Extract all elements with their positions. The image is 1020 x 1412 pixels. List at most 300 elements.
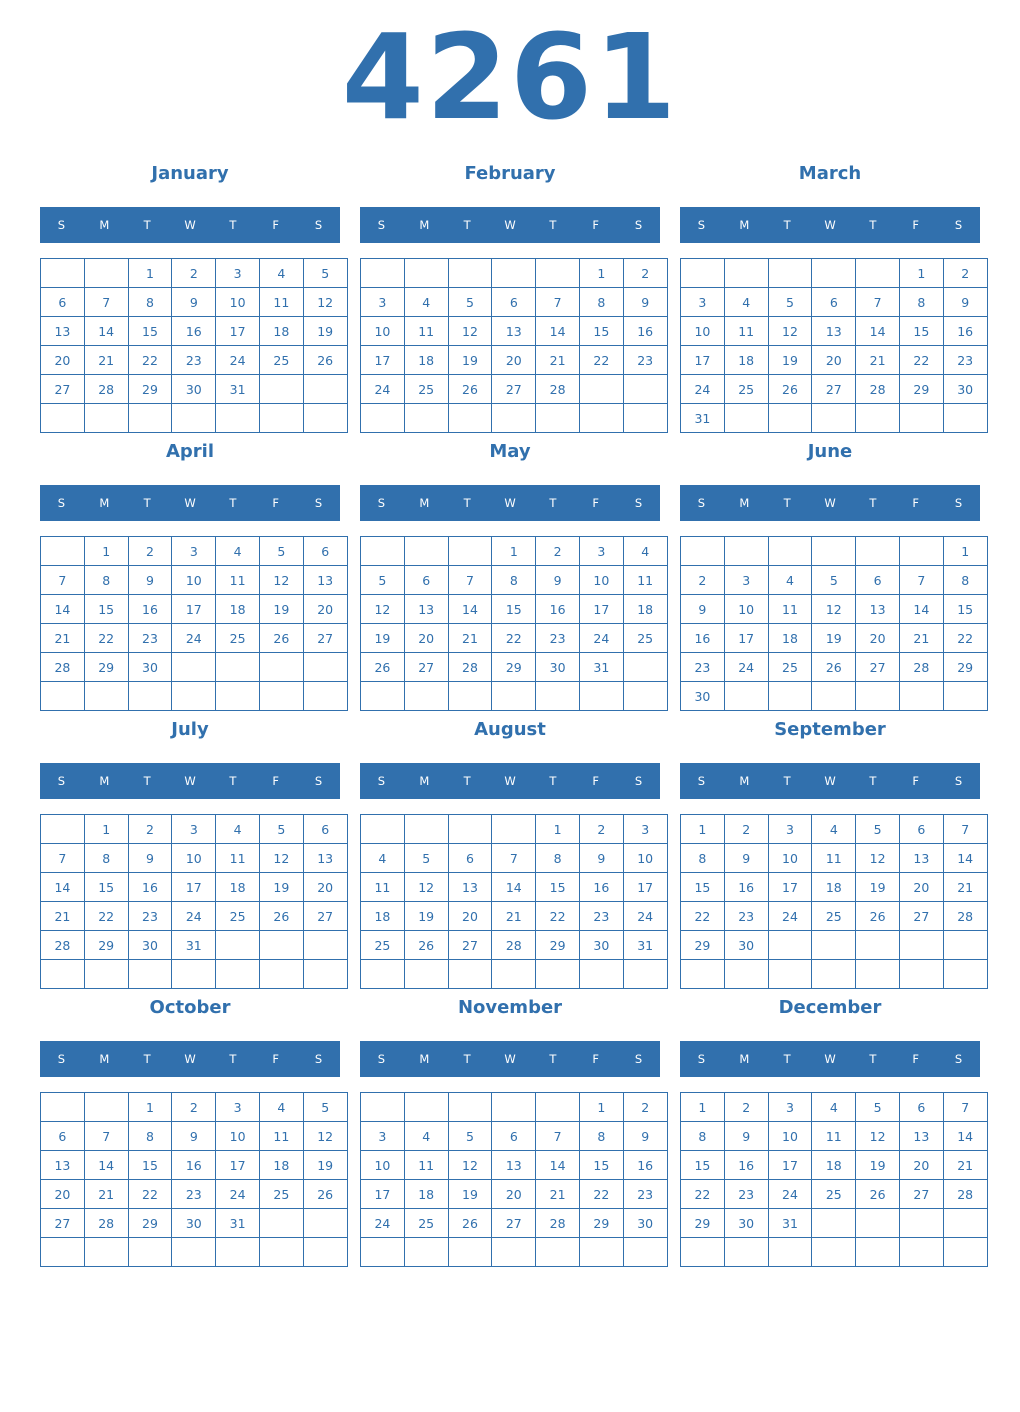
empty-cell — [404, 1093, 448, 1122]
weekday-label: T — [463, 218, 471, 232]
day-cell: 30 — [623, 1209, 667, 1238]
day-cell: 3 — [681, 288, 725, 317]
day-cell: 19 — [404, 902, 448, 931]
empty-cell — [856, 1209, 900, 1238]
weekday-header — [680, 1041, 980, 1077]
weekday-label: T — [783, 774, 791, 788]
weekday-label: F — [592, 774, 600, 788]
day-cell: 23 — [724, 902, 768, 931]
day-cell: 25 — [404, 375, 448, 404]
weekday-label: M — [99, 1052, 110, 1066]
empty-cell — [899, 960, 943, 989]
day-cell: 22 — [579, 1180, 623, 1209]
empty-cell — [361, 1238, 405, 1267]
day-cell: 3 — [768, 1093, 812, 1122]
week-row — [681, 346, 988, 375]
day-grid — [680, 258, 988, 433]
day-cell: 13 — [899, 1122, 943, 1151]
day-cell: 9 — [128, 566, 172, 595]
week-row — [681, 595, 988, 624]
day-cell: 11 — [812, 844, 856, 873]
day-cell: 8 — [681, 844, 725, 873]
empty-cell — [812, 537, 856, 566]
week-row — [361, 844, 668, 873]
day-cell: 25 — [259, 346, 303, 375]
day-cell: 18 — [404, 346, 448, 375]
empty-cell — [404, 1238, 448, 1267]
day-cell: 16 — [128, 873, 172, 902]
day-cell: 18 — [623, 595, 667, 624]
day-cell: 10 — [172, 566, 216, 595]
day-cell: 6 — [41, 1122, 85, 1151]
day-cell: 22 — [128, 346, 172, 375]
empty-cell — [259, 1238, 303, 1267]
day-cell: 21 — [536, 1180, 580, 1209]
day-cell: 2 — [172, 1093, 216, 1122]
day-cell: 8 — [681, 1122, 725, 1151]
day-cell: 31 — [681, 404, 725, 433]
empty-cell — [681, 259, 725, 288]
empty-cell — [303, 960, 347, 989]
day-cell: 7 — [536, 1122, 580, 1151]
weekday-label: M — [99, 218, 110, 232]
empty-cell — [579, 404, 623, 433]
weekday-label: T — [549, 496, 557, 510]
day-cell: 10 — [361, 1151, 405, 1180]
empty-cell — [899, 931, 943, 960]
empty-cell — [41, 815, 85, 844]
weekday-label: W — [504, 774, 516, 788]
empty-cell — [812, 931, 856, 960]
day-cell: 28 — [41, 931, 85, 960]
day-cell: 15 — [536, 873, 580, 902]
empty-cell — [856, 931, 900, 960]
day-cell: 12 — [812, 595, 856, 624]
day-cell: 31 — [579, 653, 623, 682]
day-cell: 2 — [128, 537, 172, 566]
empty-cell — [943, 1238, 987, 1267]
week-row — [41, 815, 348, 844]
day-cell: 15 — [492, 595, 536, 624]
empty-cell — [172, 1238, 216, 1267]
weekday-label: T — [463, 774, 471, 788]
day-cell: 17 — [724, 624, 768, 653]
empty-cell — [404, 537, 448, 566]
day-cell: 14 — [899, 595, 943, 624]
week-row — [41, 653, 348, 682]
weekday-label: F — [912, 218, 920, 232]
day-cell: 23 — [579, 902, 623, 931]
week-row — [41, 1093, 348, 1122]
empty-cell — [681, 1238, 725, 1267]
day-grid — [360, 536, 668, 711]
week-row — [681, 653, 988, 682]
empty-cell — [492, 1238, 536, 1267]
day-cell: 10 — [623, 844, 667, 873]
day-cell: 21 — [899, 624, 943, 653]
week-row — [361, 1122, 668, 1151]
day-cell: 21 — [943, 873, 987, 902]
day-cell: 16 — [172, 1151, 216, 1180]
day-cell: 12 — [768, 317, 812, 346]
day-cell: 30 — [579, 931, 623, 960]
weekday-label: W — [504, 496, 516, 510]
day-cell: 21 — [856, 346, 900, 375]
day-cell: 19 — [303, 317, 347, 346]
day-cell: 18 — [812, 1151, 856, 1180]
day-cell: 9 — [172, 1122, 216, 1151]
day-cell: 27 — [41, 1209, 85, 1238]
day-cell: 10 — [361, 317, 405, 346]
empty-cell — [448, 404, 492, 433]
weekday-label: M — [739, 774, 750, 788]
day-cell: 17 — [216, 1151, 260, 1180]
weekday-label: S — [377, 774, 386, 788]
weekday-header — [40, 485, 340, 521]
day-cell: 17 — [623, 873, 667, 902]
empty-cell — [361, 259, 405, 288]
day-cell: 2 — [724, 1093, 768, 1122]
week-row — [41, 566, 348, 595]
day-cell: 27 — [303, 624, 347, 653]
weekday-label: T — [229, 774, 237, 788]
day-cell: 11 — [768, 595, 812, 624]
empty-cell — [536, 259, 580, 288]
empty-cell — [259, 682, 303, 711]
day-cell: 30 — [681, 682, 725, 711]
day-cell: 30 — [172, 375, 216, 404]
empty-cell — [492, 1093, 536, 1122]
day-cell: 28 — [536, 375, 580, 404]
day-cell: 18 — [724, 346, 768, 375]
day-cell: 14 — [943, 1122, 987, 1151]
weekday-label: T — [549, 774, 557, 788]
week-row — [41, 595, 348, 624]
empty-cell — [681, 537, 725, 566]
day-cell: 28 — [536, 1209, 580, 1238]
day-cell: 25 — [623, 624, 667, 653]
day-cell: 3 — [724, 566, 768, 595]
day-cell: 7 — [899, 566, 943, 595]
day-cell: 19 — [448, 1180, 492, 1209]
empty-cell — [259, 404, 303, 433]
day-cell: 4 — [216, 537, 260, 566]
day-cell: 18 — [259, 317, 303, 346]
day-cell: 6 — [492, 1122, 536, 1151]
day-cell: 18 — [404, 1180, 448, 1209]
week-row — [41, 1180, 348, 1209]
day-cell: 23 — [172, 346, 216, 375]
day-cell: 5 — [361, 566, 405, 595]
weekday-label: S — [634, 1052, 643, 1066]
weekday-header — [360, 763, 660, 799]
empty-cell — [303, 682, 347, 711]
week-row — [361, 682, 668, 711]
day-cell: 6 — [856, 566, 900, 595]
day-cell: 18 — [216, 595, 260, 624]
empty-cell — [216, 1238, 260, 1267]
day-cell: 24 — [216, 346, 260, 375]
month-name: June — [807, 441, 853, 462]
day-cell: 5 — [259, 815, 303, 844]
day-cell: 25 — [768, 653, 812, 682]
empty-cell — [623, 682, 667, 711]
day-cell: 16 — [623, 317, 667, 346]
week-row — [361, 317, 668, 346]
empty-cell — [259, 653, 303, 682]
day-cell: 27 — [303, 902, 347, 931]
weekday-label: S — [57, 774, 66, 788]
day-cell: 14 — [492, 873, 536, 902]
empty-cell — [899, 1238, 943, 1267]
week-row — [41, 960, 348, 989]
day-cell: 1 — [579, 259, 623, 288]
day-cell: 9 — [172, 288, 216, 317]
weekday-label: F — [272, 774, 280, 788]
empty-cell — [856, 960, 900, 989]
day-cell: 8 — [84, 844, 128, 873]
weekday-label: M — [419, 218, 430, 232]
week-row — [681, 624, 988, 653]
day-cell: 29 — [128, 1209, 172, 1238]
week-row — [41, 1209, 348, 1238]
week-row — [681, 931, 988, 960]
empty-cell — [724, 1238, 768, 1267]
weekday-label: W — [824, 774, 836, 788]
empty-cell — [536, 404, 580, 433]
empty-cell — [361, 1093, 405, 1122]
day-cell: 17 — [579, 595, 623, 624]
empty-cell — [536, 1238, 580, 1267]
empty-cell — [856, 537, 900, 566]
day-cell: 28 — [84, 375, 128, 404]
day-cell: 6 — [899, 1093, 943, 1122]
weekday-label: M — [739, 1052, 750, 1066]
day-cell: 16 — [943, 317, 987, 346]
day-cell: 7 — [492, 844, 536, 873]
day-cell: 21 — [41, 902, 85, 931]
empty-cell — [404, 682, 448, 711]
week-row — [361, 1238, 668, 1267]
empty-cell — [259, 931, 303, 960]
empty-cell — [812, 259, 856, 288]
day-cell: 8 — [579, 1122, 623, 1151]
day-cell: 30 — [128, 653, 172, 682]
weekday-label: T — [549, 218, 557, 232]
day-cell: 19 — [856, 873, 900, 902]
day-cell: 20 — [856, 624, 900, 653]
day-cell: 12 — [404, 873, 448, 902]
day-cell: 7 — [943, 815, 987, 844]
week-row — [681, 844, 988, 873]
week-row — [681, 873, 988, 902]
month-name: May — [489, 441, 531, 462]
weekday-label: S — [697, 496, 706, 510]
day-cell: 24 — [623, 902, 667, 931]
weekday-label: S — [57, 1052, 66, 1066]
day-cell: 26 — [768, 375, 812, 404]
weekday-header — [360, 485, 660, 521]
weekday-label: M — [99, 774, 110, 788]
week-row — [681, 1122, 988, 1151]
day-cell: 24 — [579, 624, 623, 653]
day-cell: 21 — [536, 346, 580, 375]
day-cell: 17 — [768, 1151, 812, 1180]
day-cell: 1 — [84, 537, 128, 566]
empty-cell — [579, 960, 623, 989]
day-cell: 30 — [724, 1209, 768, 1238]
week-row — [41, 346, 348, 375]
day-cell: 19 — [361, 624, 405, 653]
weekday-label: W — [184, 1052, 196, 1066]
empty-cell — [216, 653, 260, 682]
day-cell: 31 — [172, 931, 216, 960]
day-cell: 9 — [943, 288, 987, 317]
weekday-label: F — [592, 496, 600, 510]
day-cell: 8 — [579, 288, 623, 317]
weekday-label: S — [634, 496, 643, 510]
day-cell: 14 — [943, 844, 987, 873]
week-row — [361, 931, 668, 960]
day-cell: 7 — [448, 566, 492, 595]
weekday-label: F — [592, 1052, 600, 1066]
day-cell: 3 — [623, 815, 667, 844]
day-cell: 19 — [812, 624, 856, 653]
day-cell: 7 — [84, 288, 128, 317]
day-cell: 2 — [943, 259, 987, 288]
day-cell: 13 — [899, 844, 943, 873]
day-cell: 28 — [856, 375, 900, 404]
empty-cell — [128, 682, 172, 711]
empty-cell — [41, 1238, 85, 1267]
day-cell: 6 — [899, 815, 943, 844]
day-cell: 21 — [84, 1180, 128, 1209]
empty-cell — [579, 375, 623, 404]
day-cell: 26 — [448, 375, 492, 404]
day-cell: 29 — [536, 931, 580, 960]
day-cell: 31 — [768, 1209, 812, 1238]
empty-cell — [259, 960, 303, 989]
day-cell: 17 — [768, 873, 812, 902]
day-cell: 5 — [404, 844, 448, 873]
day-cell: 27 — [899, 1180, 943, 1209]
week-row — [681, 404, 988, 433]
empty-cell — [768, 1238, 812, 1267]
day-cell: 14 — [41, 873, 85, 902]
weekday-label: T — [869, 774, 877, 788]
day-cell: 17 — [361, 346, 405, 375]
day-cell: 15 — [84, 595, 128, 624]
week-row — [41, 931, 348, 960]
day-cell: 23 — [172, 1180, 216, 1209]
day-cell: 30 — [172, 1209, 216, 1238]
day-grid — [680, 814, 988, 989]
day-cell: 9 — [681, 595, 725, 624]
weekday-label: S — [954, 496, 963, 510]
day-cell: 15 — [681, 1151, 725, 1180]
day-cell: 24 — [361, 375, 405, 404]
day-cell: 12 — [361, 595, 405, 624]
day-cell: 17 — [681, 346, 725, 375]
week-row — [681, 1238, 988, 1267]
empty-cell — [899, 537, 943, 566]
day-cell: 23 — [681, 653, 725, 682]
day-cell: 2 — [623, 259, 667, 288]
day-cell: 3 — [216, 1093, 260, 1122]
week-row — [361, 624, 668, 653]
weekday-label: W — [184, 774, 196, 788]
weekday-label: W — [504, 1052, 516, 1066]
day-cell: 19 — [259, 873, 303, 902]
day-cell: 6 — [812, 288, 856, 317]
empty-cell — [856, 682, 900, 711]
day-cell: 16 — [623, 1151, 667, 1180]
empty-cell — [768, 682, 812, 711]
day-cell: 11 — [216, 844, 260, 873]
weekday-label: W — [184, 218, 196, 232]
day-cell: 16 — [724, 873, 768, 902]
day-cell: 26 — [303, 1180, 347, 1209]
day-cell: 15 — [128, 317, 172, 346]
day-cell: 25 — [361, 931, 405, 960]
day-cell: 3 — [768, 815, 812, 844]
day-cell: 4 — [259, 1093, 303, 1122]
day-cell: 11 — [623, 566, 667, 595]
day-cell: 7 — [84, 1122, 128, 1151]
week-row — [41, 624, 348, 653]
empty-cell — [84, 259, 128, 288]
day-cell: 27 — [899, 902, 943, 931]
weekday-label: S — [697, 774, 706, 788]
day-cell: 14 — [536, 317, 580, 346]
week-row — [41, 873, 348, 902]
day-cell: 22 — [681, 902, 725, 931]
empty-cell — [41, 537, 85, 566]
day-cell: 24 — [768, 902, 812, 931]
empty-cell — [361, 960, 405, 989]
day-cell: 1 — [681, 815, 725, 844]
day-cell: 16 — [128, 595, 172, 624]
weekday-header — [680, 485, 980, 521]
day-cell: 16 — [681, 624, 725, 653]
weekday-label: S — [314, 774, 323, 788]
empty-cell — [84, 682, 128, 711]
day-cell: 15 — [899, 317, 943, 346]
day-cell: 5 — [856, 815, 900, 844]
empty-cell — [856, 404, 900, 433]
week-row — [41, 375, 348, 404]
day-cell: 12 — [856, 1122, 900, 1151]
weekday-label: T — [143, 774, 151, 788]
day-cell: 2 — [623, 1093, 667, 1122]
empty-cell — [812, 1209, 856, 1238]
day-cell: 18 — [361, 902, 405, 931]
month-name: September — [774, 719, 886, 740]
empty-cell — [623, 653, 667, 682]
day-cell: 22 — [84, 624, 128, 653]
empty-cell — [303, 404, 347, 433]
day-cell: 4 — [259, 259, 303, 288]
weekday-label: W — [824, 218, 836, 232]
day-cell: 29 — [84, 653, 128, 682]
day-cell: 25 — [259, 1180, 303, 1209]
weekday-header — [360, 207, 660, 243]
week-row — [681, 317, 988, 346]
empty-cell — [404, 259, 448, 288]
day-cell: 1 — [681, 1093, 725, 1122]
weekday-label: M — [419, 496, 430, 510]
day-cell: 3 — [361, 1122, 405, 1151]
